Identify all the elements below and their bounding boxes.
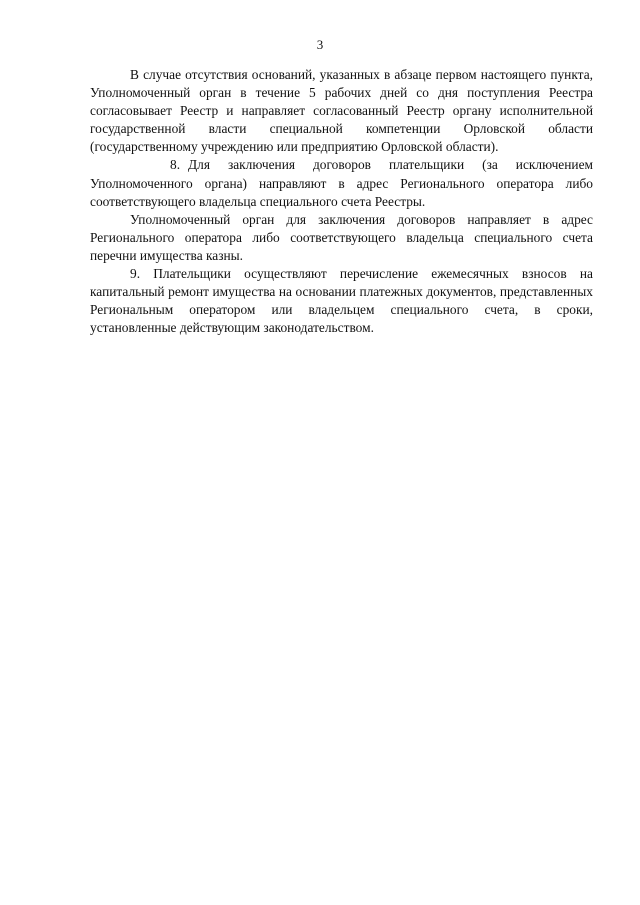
paragraph-point-9: 9. Плательщики осуществляют перечисление ежемесячных взносов на капитальный ремонт имущества на основании платежных документов, представленных Региональным оператором или владельцем специального счета, в сроки, установленные действующим законодательством. [90,266,593,336]
point-number: 8. [170,157,181,173]
document-body [90,66,593,337]
paragraph-point-8 [90,156,593,210]
page-number: 3 [316,37,324,52]
paragraph-point-8-text: Для заключения договоров плательщики (за исключением Уполномоченного органа) направляют в адрес Регионального оператора либо соответствующего владельца специального счета Реестры. [90,157,593,209]
paragraph-treasury-property-lists: Уполномоченный орган для заключения договоров направляет в адрес Регионального оператора либо соответствующего владельца специального счета перечни имущества казны. [90,211,593,263]
paragraph-approval-of-registry: В случае отсутствия оснований, указанных в абзаце первом настоящего пункта, Уполномоченный орган в течение 5 рабочих дней со дня поступления Реестра согласовывает Реестр и направляет согласованный Реестр органу исполнительной государственной власти специальной компетенции Орловской области (государственному учреждению или предприятию Орловской области). [90,67,593,155]
